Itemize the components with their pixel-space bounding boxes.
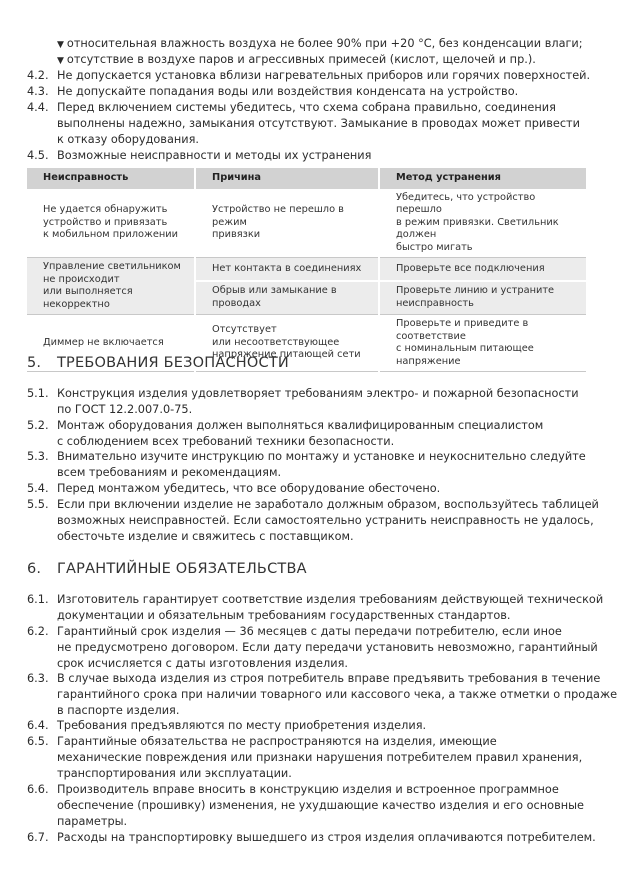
item-text: Требования предъявляются по месту приобретения изделия.: [57, 719, 427, 732]
item-text: Если при включении изделие не заработало должным образом, воспользуйтесь таблицей: [57, 498, 599, 511]
item-text: выполнены надежно, замыкания отсутствуют. Замыкание в проводах может привести: [57, 117, 580, 130]
section-heading-safety: 5. ТРЕБОВАНИЯ БЕЗОПАСНОСТИ: [27, 355, 289, 371]
cell-fix: Убедитесь, что устройство перешло в режим привязки. Светильник должен быстро мигать: [379, 189, 586, 258]
cell-cause: Отсутствует или несоответствующее напряжение питающей сети: [195, 315, 379, 372]
table-row: [27, 189, 586, 258]
item-number: 5.5.: [27, 498, 49, 511]
item-number: 6.7.: [27, 831, 49, 844]
item-number: 4.4.: [27, 101, 49, 114]
item-text: транспортирования или эксплуатации.: [57, 767, 292, 780]
item-number: 6.2.: [27, 625, 49, 638]
bullet-vapors: ▼ отсутствие в воздухе паров и агрессивных примесей (кислот, щелочей и пр.).: [57, 53, 536, 66]
triangle-bullet-icon: ▼: [57, 56, 64, 66]
cell-fault: Диммер не включается: [27, 315, 195, 372]
item-text: в паспорте изделия.: [57, 704, 180, 717]
cell-fix: Проверьте и приведите в соответствие с номинальным питающее напряжение: [379, 315, 586, 372]
cell-fault: Управление светильником не происходит или выполняется некорректно: [27, 258, 195, 315]
header-fix: Метод устранения: [379, 168, 586, 189]
header-cause: Причина: [195, 168, 379, 189]
item-text: возможных неисправностей. Если самостоятельно устранить неисправность не удалось,: [57, 514, 594, 527]
item-number: 4.3.: [27, 85, 49, 98]
item-number: 6.3.: [27, 672, 49, 685]
cell-cause: Обрыв или замыкание в проводах: [195, 281, 379, 315]
item-number: 5.3.: [27, 450, 49, 463]
item-number: 6.6.: [27, 783, 49, 796]
cell-fault: Не удается обнаружить устройство и привязать к мобильном приложении: [27, 189, 195, 258]
item-text: не предусмотрено договором. Если дату передачи установить невозможно, гарантийный: [57, 641, 598, 654]
cell-cause: Нет контакта в соединениях: [195, 258, 379, 281]
item-text: Расходы на транспортировку вышедшего из строя изделия оплачиваются потребителем.: [57, 831, 596, 844]
cell-cause: Устройство не перешло в режим привязки: [195, 189, 379, 258]
item-text: Конструкция изделия удовлетворяет требованиям электро- и пожарной безопасности: [57, 387, 579, 400]
item-text: по ГОСТ 12.2.007.0-75.: [57, 403, 193, 416]
header-fault: Неисправность: [27, 168, 195, 189]
item-text: параметры.: [57, 815, 128, 828]
item-number: 6.1.: [27, 593, 49, 606]
item-text: Монтаж оборудования должен выполняться квалифицированным специалистом: [57, 419, 544, 432]
item-text: Изготовитель гарантирует соответствие изделия требованиям действующей технической: [57, 593, 604, 606]
item-text: В случае выхода изделия из строя потребитель вправе предъявить требования в течение: [57, 672, 601, 685]
cell-fix: Проверьте все подключения: [379, 258, 586, 281]
item-text: обеспечение (прошивку) изменения, не ухудшающие качество изделия и его основные: [57, 799, 584, 812]
item-number: 5.4.: [27, 482, 49, 495]
bullet-humidity: ▼ относительная влажность воздуха не более 90% при +20 °С, без конденсации влаги;: [57, 37, 583, 50]
triangle-bullet-icon: ▼: [57, 40, 64, 50]
table-row: [27, 258, 586, 281]
item-text: Перед включением системы убедитесь, что схема собрана правильно, соединения: [57, 101, 556, 114]
item-text: механические повреждения или признаки нарушения потребителем правил хранения,: [57, 751, 583, 764]
item-text: Не допускается установка вблизи нагревательных приборов или горячих поверхностей.: [57, 69, 591, 82]
item-text: Перед монтажом убедитесь, что все оборудование обесточено.: [57, 482, 441, 495]
item-text: с соблюдением всех требований техники безопасности.: [57, 435, 395, 448]
table-header-row: [27, 168, 586, 189]
faults-table: [27, 168, 586, 372]
item-text: документации и обязательным требованиям государственных стандартов.: [57, 609, 511, 622]
item-text: всем требованиям и рекомендациям.: [57, 466, 282, 479]
item-text: Производитель вправе вносить в конструкцию изделия и встроенное программное: [57, 783, 559, 796]
item-number: 6.4.: [27, 719, 49, 732]
item-text: обесточьте изделие и свяжитесь с поставщиком.: [57, 530, 354, 543]
item-text: Внимательно изучите инструкцию по монтажу и установке и неукоснительно следуйте: [57, 450, 586, 463]
cell-fix: Проверьте линию и устраните неисправность: [379, 281, 586, 315]
item-text: Не допускайте попадания воды или воздействия конденсата на устройство.: [57, 85, 519, 98]
item-number: 5.1.: [27, 387, 49, 400]
item-text: Возможные неисправности и методы их устранения: [57, 149, 372, 162]
item-text: гарантийного срока при наличии товарного или кассового чека, а также отметки о продаже: [57, 688, 618, 701]
item-number: 4.2.: [27, 69, 49, 82]
item-text: Гарантийные обязательства не распространяются на изделия, имеющие: [57, 735, 497, 748]
section-heading-warranty: 6. ГАРАНТИЙНЫЕ ОБЯЗАТЕЛЬСТВА: [27, 561, 307, 577]
item-text: срок исчисляется с даты изготовления изделия.: [57, 657, 348, 670]
item-number: 5.2.: [27, 419, 49, 432]
item-number: 4.5.: [27, 149, 49, 162]
item-text: Гарантийный срок изделия — 36 месяцев с даты передачи потребителю, если иное: [57, 625, 562, 638]
item-number: 6.5.: [27, 735, 49, 748]
item-text: к отказу оборудования.: [57, 133, 199, 146]
